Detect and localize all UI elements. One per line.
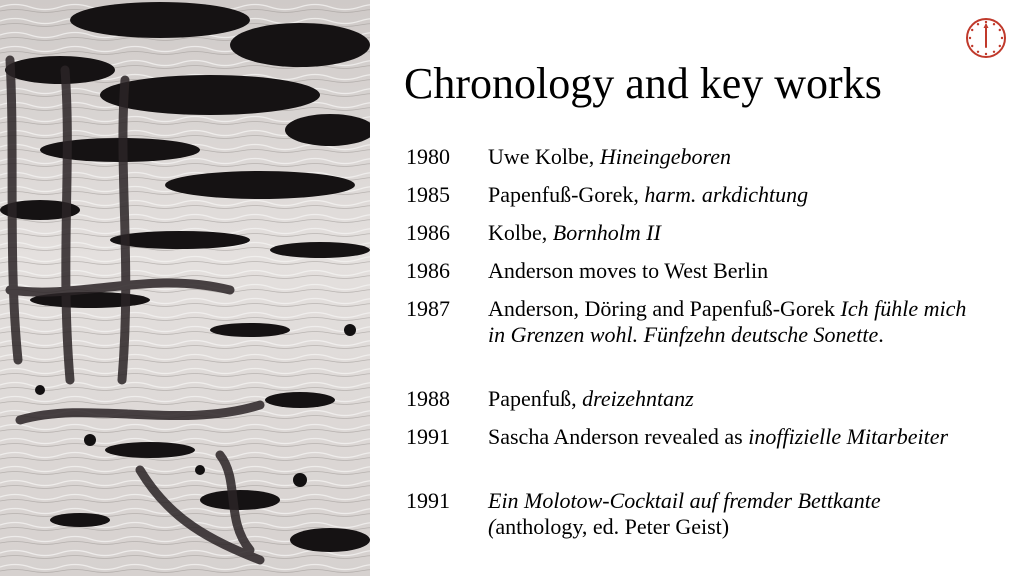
entry-text-part: Papenfuß-Gorek, (488, 182, 645, 207)
entry-text-part: anthology, ed. Peter Geist) (495, 514, 730, 539)
entry-text-part: Kolbe, (488, 220, 553, 245)
entry-text (488, 386, 978, 412)
entry-text (488, 296, 978, 348)
entry-year: 1980 (406, 144, 450, 169)
slide-title: Chronology and key works (404, 59, 882, 108)
clock-icon (964, 16, 1008, 60)
entry-year: 1986 (406, 258, 450, 283)
entry-year: 1985 (406, 182, 450, 207)
entry-text-part: Uwe Kolbe, (488, 144, 600, 169)
entry-work-title: inoffizielle Mitarbeiter (748, 424, 949, 449)
entry-text-part: Anderson, Döring and Papenfuß-Gorek (488, 296, 841, 321)
entry-text-part: Anderson moves to West Berlin (488, 258, 769, 283)
entry-text (488, 144, 978, 170)
artwork-drawing (0, 0, 370, 576)
entry-work-title: harm. arkdichtung (644, 182, 809, 207)
entry-text-part: Sascha Anderson revealed as (488, 424, 749, 449)
entry-text (488, 488, 978, 540)
entry-year: 1986 (406, 220, 450, 245)
entry-year: 1988 (406, 386, 450, 411)
entry-work-title: Ich fühle mich in Grenzen wohl. Fünfzehn deutsche Sonette (488, 296, 967, 347)
entry-year: 1987 (406, 296, 450, 321)
entry-work-title: dreizehntanz (582, 386, 694, 411)
ink-water-artwork (0, 0, 370, 576)
entry-text (488, 220, 978, 246)
entry-year: 1991 (406, 424, 450, 449)
entry-text (488, 424, 978, 450)
entry-work-title: Ein Molotow-Cocktail auf fremder Bettkante ( (488, 488, 881, 539)
entry-year: 1991 (406, 488, 450, 513)
entry-text (488, 182, 978, 208)
entry-work-title: Hineingeboren (599, 144, 731, 169)
entry-text-part: Papenfuß, (488, 386, 583, 411)
entry-text-part: . (878, 322, 884, 347)
entry-work-title: Bornholm II (552, 220, 661, 245)
entry-text (488, 258, 978, 284)
